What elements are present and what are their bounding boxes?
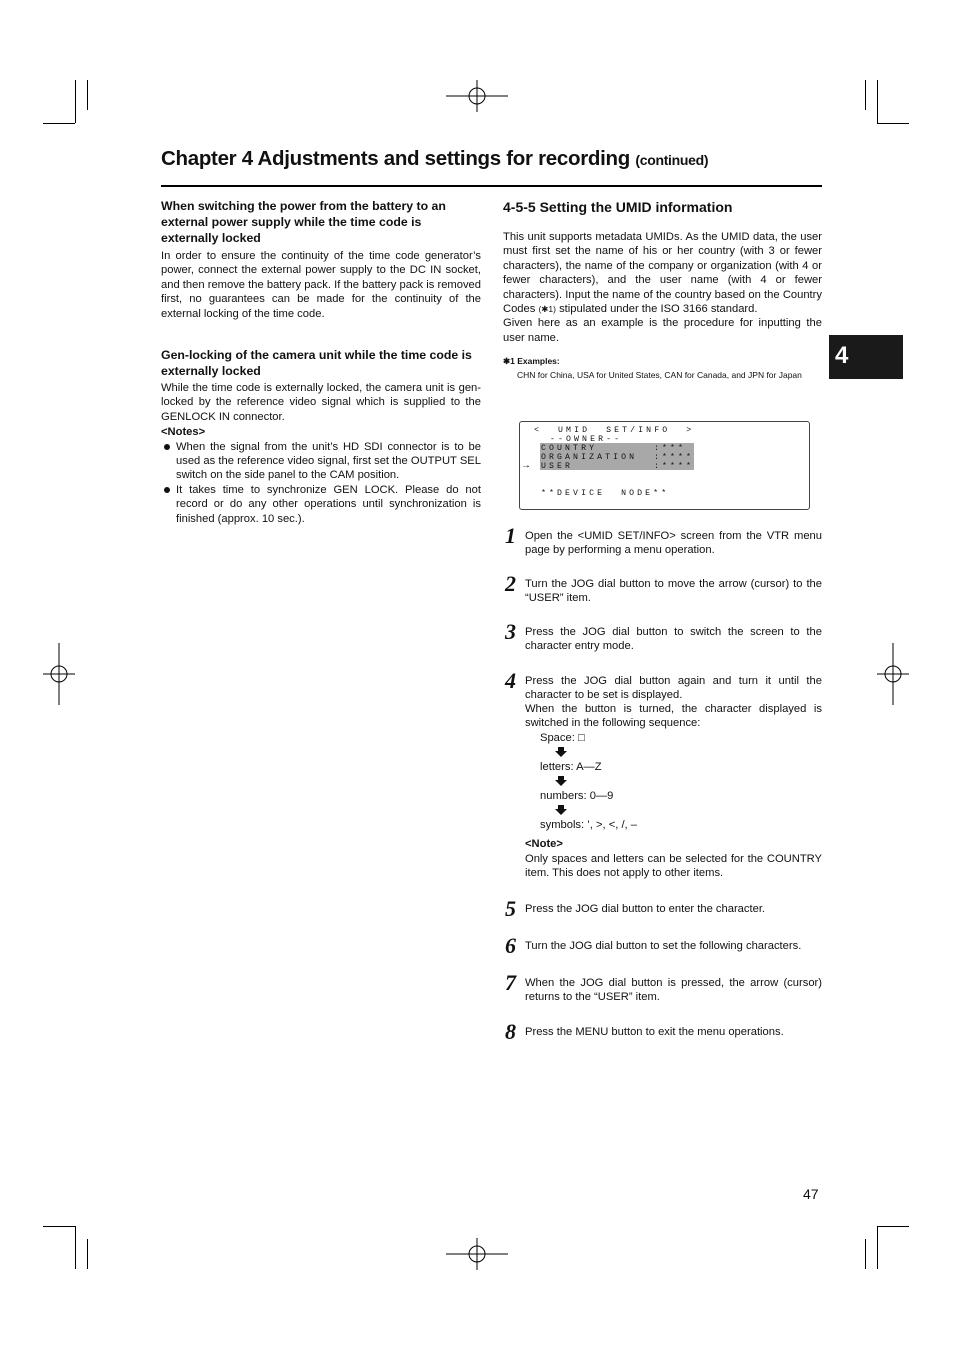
step-text: Press the MENU button to exit the menu operations. <box>525 1026 784 1038</box>
crop-mark <box>877 1226 909 1227</box>
crop-mark <box>865 80 866 110</box>
menu-row-label: USER <box>541 462 574 471</box>
section-heading: 4-5-5 Setting the UMID information <box>503 199 733 215</box>
menu-screen <box>519 421 810 510</box>
step-text: Turn the JOG dial button to set the following characters. <box>525 940 802 952</box>
section-heading: Gen-locking of the camera unit while the time code is externally locked <box>161 348 472 379</box>
continued-label: (continued) <box>635 152 709 168</box>
step-number: 8 <box>505 1019 516 1044</box>
arrow-down-icon <box>555 747 567 757</box>
section-body: In order to ensure the continuity of the time code generator’s power, connect the external power supply to the DC IN socket, and then remove the battery pack. If the battery pack is removed first, no guarantees can be made for the continuity of the external locking of the time code. <box>161 250 481 320</box>
cursor-arrow-icon: → <box>523 461 530 472</box>
step-number: 6 <box>505 933 516 958</box>
section-body: While the time code is externally locked, the camera unit is gen-locked by the reference video signal which is supplied to the GENLOCK IN connector. <box>161 382 481 423</box>
registration-mark-icon <box>877 643 909 705</box>
registration-mark-icon <box>446 1238 508 1270</box>
chapter-tab-number: 4 <box>835 342 849 369</box>
note-item <box>161 440 481 483</box>
step-text: Press the JOG dial button to enter the character. <box>525 903 766 915</box>
header-rule <box>161 185 822 187</box>
crop-mark <box>43 1226 75 1227</box>
right-column <box>503 198 822 381</box>
step-number: 2 <box>505 571 516 596</box>
menu-owner: --OWNER-- <box>550 435 623 444</box>
crop-mark <box>87 1239 88 1269</box>
footnote-reference: (✱1) <box>538 304 556 315</box>
step-text: Press the JOG dial button to switch the screen to the character entry mode. <box>525 626 822 653</box>
menu-row-label: COUNTRY <box>541 444 598 453</box>
menu-title: < UMID SET/INFO > <box>534 426 695 435</box>
intro-paragraph: Given here as an example is the procedure for inputting the user name. <box>503 317 822 344</box>
crop-mark <box>877 123 909 124</box>
sequence-item: symbols: ’, >, <, /, – <box>540 819 637 831</box>
menu-row-value: :**** <box>654 453 695 462</box>
bullet-icon <box>164 444 170 450</box>
footnote-heading: ✱1 Examples: <box>503 356 560 367</box>
menu-row-label: ORGANIZATION <box>541 453 638 462</box>
step-text: Turn the JOG dial button to move the arrow (cursor) to the “USER” item. <box>525 578 822 605</box>
crop-mark <box>75 1226 76 1269</box>
sequence-item: letters: A—Z <box>540 761 602 773</box>
notes-title: <Notes> <box>161 426 206 439</box>
crop-mark <box>877 1226 878 1269</box>
left-column <box>161 198 481 526</box>
registration-mark-icon <box>446 80 508 112</box>
note-item <box>161 483 481 526</box>
crop-mark <box>877 80 878 123</box>
step-text: Open the <UMID SET/INFO> screen from the VTR menu page by performing a menu operation. <box>525 530 822 557</box>
chapter-tab <box>829 335 903 379</box>
chapter-title-text: Chapter 4 Adjustments and settings for recording <box>161 147 630 170</box>
step-number: 1 <box>505 523 516 548</box>
arrow-down-icon <box>555 776 567 786</box>
step-number: 3 <box>505 619 516 644</box>
crop-mark <box>87 80 88 110</box>
intro-text: This unit supports metadata UMIDs. As the UMID data, the user must first set the name of his or her country (with 3 or fewer characters), the name of the company or organization (with 4 or fewer characters), and the user name (with 4 or fewer characters). Input the name of the country based on the Country Codes <box>503 231 822 316</box>
footnote-text: CHN for China, USA for United States, CAN for Canada, and JPN for Japan <box>517 369 802 380</box>
note-title: <Note> <box>525 838 563 850</box>
sequence-item: numbers: 0—9 <box>540 790 614 802</box>
chapter-title <box>161 147 708 171</box>
bullet-icon <box>164 487 170 493</box>
page-number: 47 <box>803 1186 819 1202</box>
intro-text: stipulated under the ISO 3166 standard. <box>559 303 758 316</box>
crop-mark <box>43 123 75 124</box>
intro-paragraph <box>503 230 822 316</box>
note-text: It takes time to synchronize GEN LOCK. Please do not record or do any other operations until synchronization is finished (approx. 10 sec.). <box>176 483 481 525</box>
step-number: 5 <box>505 896 516 921</box>
step-number: 4 <box>505 668 516 693</box>
menu-row-value: :**** <box>654 462 695 471</box>
section-heading: When switching the power from the battery to an external power supply while the time code is externally locked <box>161 199 446 245</box>
arrow-down-icon <box>555 805 567 815</box>
step-number: 7 <box>505 970 516 995</box>
crop-mark <box>865 1239 866 1269</box>
step-text: Press the JOG dial button again and turn it until the character to be set is displayed. <box>525 675 822 702</box>
note-text: Only spaces and letters can be selected for the COUNTRY item. This does not apply to other items. <box>525 853 822 880</box>
step-text: When the JOG dial button is pressed, the arrow (cursor) returns to the “USER” item. <box>525 977 822 1004</box>
step-text: When the button is turned, the character displayed is switched in the following sequence: <box>525 703 822 730</box>
crop-mark <box>75 80 76 123</box>
menu-device-node: **DEVICE NODE** <box>541 489 670 498</box>
sequence-item: Space: □ <box>540 732 585 744</box>
registration-mark-icon <box>43 643 75 705</box>
menu-row-value: :*** <box>654 444 687 453</box>
note-text: When the signal from the unit’s HD SDI connector is to be used as the reference video signal, first set the OUTPUT SEL switch on the side panel to the CAM position. <box>176 440 481 482</box>
